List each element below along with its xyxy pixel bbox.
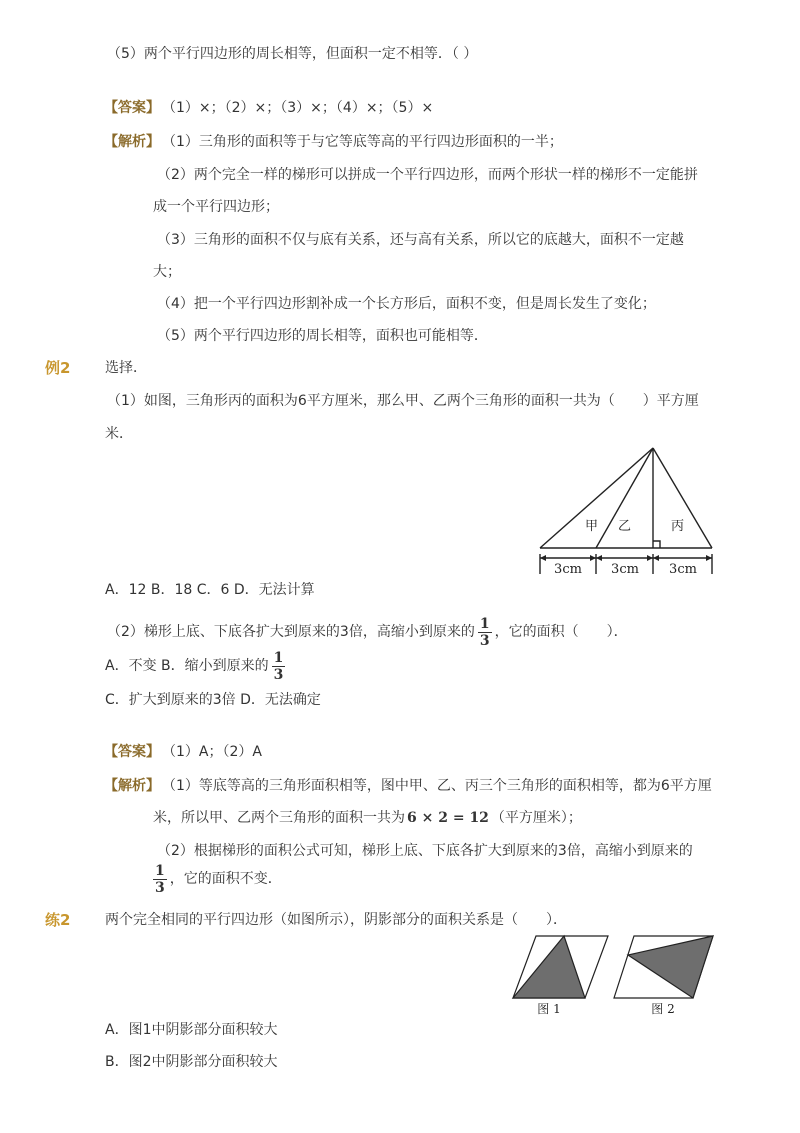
analysis-line: （2）两个完全一样的梯形可以拼成一个平行四边形，而两个形状一样的梯形不一定能拼 [157,167,698,183]
frac-num: 1 [155,862,165,879]
q2-option-ab [105,646,288,686]
question-5: （5）两个平行四边形的周长相等，但面积一定不相等．（ ） [107,46,478,62]
analysis-line: （5）两个平行四边形的周长相等，面积也可能相等． [157,328,488,344]
fraction-one-third [478,616,492,649]
label-yi: 乙 [618,519,632,534]
analysis-line: （2）根据梯形的面积公式可知，梯形上底、下底各扩大到原来的3倍，高缩小到原来的 [157,843,693,859]
analysis-tag: 【解析】 [104,778,160,794]
dim-label: 3cm [554,562,582,577]
answer-text: （1）×；（2）×；（3）×；（4）×；（5）× [162,100,434,116]
q2-opt-text: A．不变 B．缩小到原来的 [105,658,269,674]
practice-label: 练2 [45,911,71,929]
analysis-text: （平方厘米）； [490,810,582,826]
question-1: （1）如图，三角形丙的面积为6平方厘米，那么甲、乙两个三角形的面积一共为（ ）平方厘 [107,393,699,409]
answer-text: （1）A；（2）A [162,744,262,760]
frac-den: 3 [273,666,284,683]
practice-option-a: A．图1中阴影部分面积较大 [105,1022,278,1038]
figure-1-caption: 图 1 [537,1002,561,1016]
figure-2-caption: 图 2 [651,1002,675,1016]
frac-den: 3 [155,879,165,896]
analysis-line: （1）三角形的面积等于与它等底等高的平行四边形面积的一半； [162,134,563,150]
frac-den: 3 [479,632,490,649]
math-expression: 6 × 2 = 12 [407,810,489,826]
q2-text-end: ，它的面积（ ）． [494,624,628,640]
label-bing: 丙 [671,519,685,534]
analysis-line [153,859,282,899]
frac-num: 1 [273,649,284,666]
answer-tag: 【答案】 [104,100,160,116]
triangle-figure [530,440,720,580]
parallelogram-figures [508,930,718,1020]
analysis-line: （3）三角形的面积不仅与底有关系，还与高有关系，所以它的底越大，面积不一定越 [157,232,684,248]
analysis-tag: 【解析】 [104,134,160,150]
analysis-line: （1）等底等高的三角形面积相等，图中甲、乙、丙三个三角形的面积相等，都为6平方厘 [162,778,712,794]
q2-option-cd: C．扩大到原来的3倍 D．无法确定 [105,692,321,708]
practice-option-b: B．图2中阴影部分面积较大 [105,1054,278,1070]
analysis-line: 大； [153,264,181,280]
analysis-text: ，它的面积不变． [169,871,282,887]
question-1-cont: 米． [105,426,133,442]
example-prompt: 选择． [105,360,147,376]
fraction-one-third [153,863,167,896]
fraction-one-third [272,650,286,683]
dim-label: 3cm [611,562,639,577]
dim-label: 3cm [669,562,697,577]
q1-options: A．12 B．18 C．6 D．无法计算 [105,582,315,598]
q2-text: （2）梯形上底、下底各扩大到原来的3倍，高缩小到原来的 [107,624,475,640]
label-jia: 甲 [585,519,599,534]
analysis-line: （4）把一个平行四边形割补成一个长方形后，面积不变，但是周长发生了变化； [157,296,656,312]
frac-num: 1 [479,615,490,632]
practice-prompt: 两个完全相同的平行四边形（如图所示），阴影部分的面积关系是（ ）． [105,912,567,928]
analysis-line: 成一个平行四边形； [153,199,279,215]
analysis-text: 米，所以甲、乙两个三角形的面积一共为 [153,810,405,826]
answer-tag: 【答案】 [104,744,160,760]
example-label: 例2 [45,359,71,377]
analysis-line [153,808,582,828]
